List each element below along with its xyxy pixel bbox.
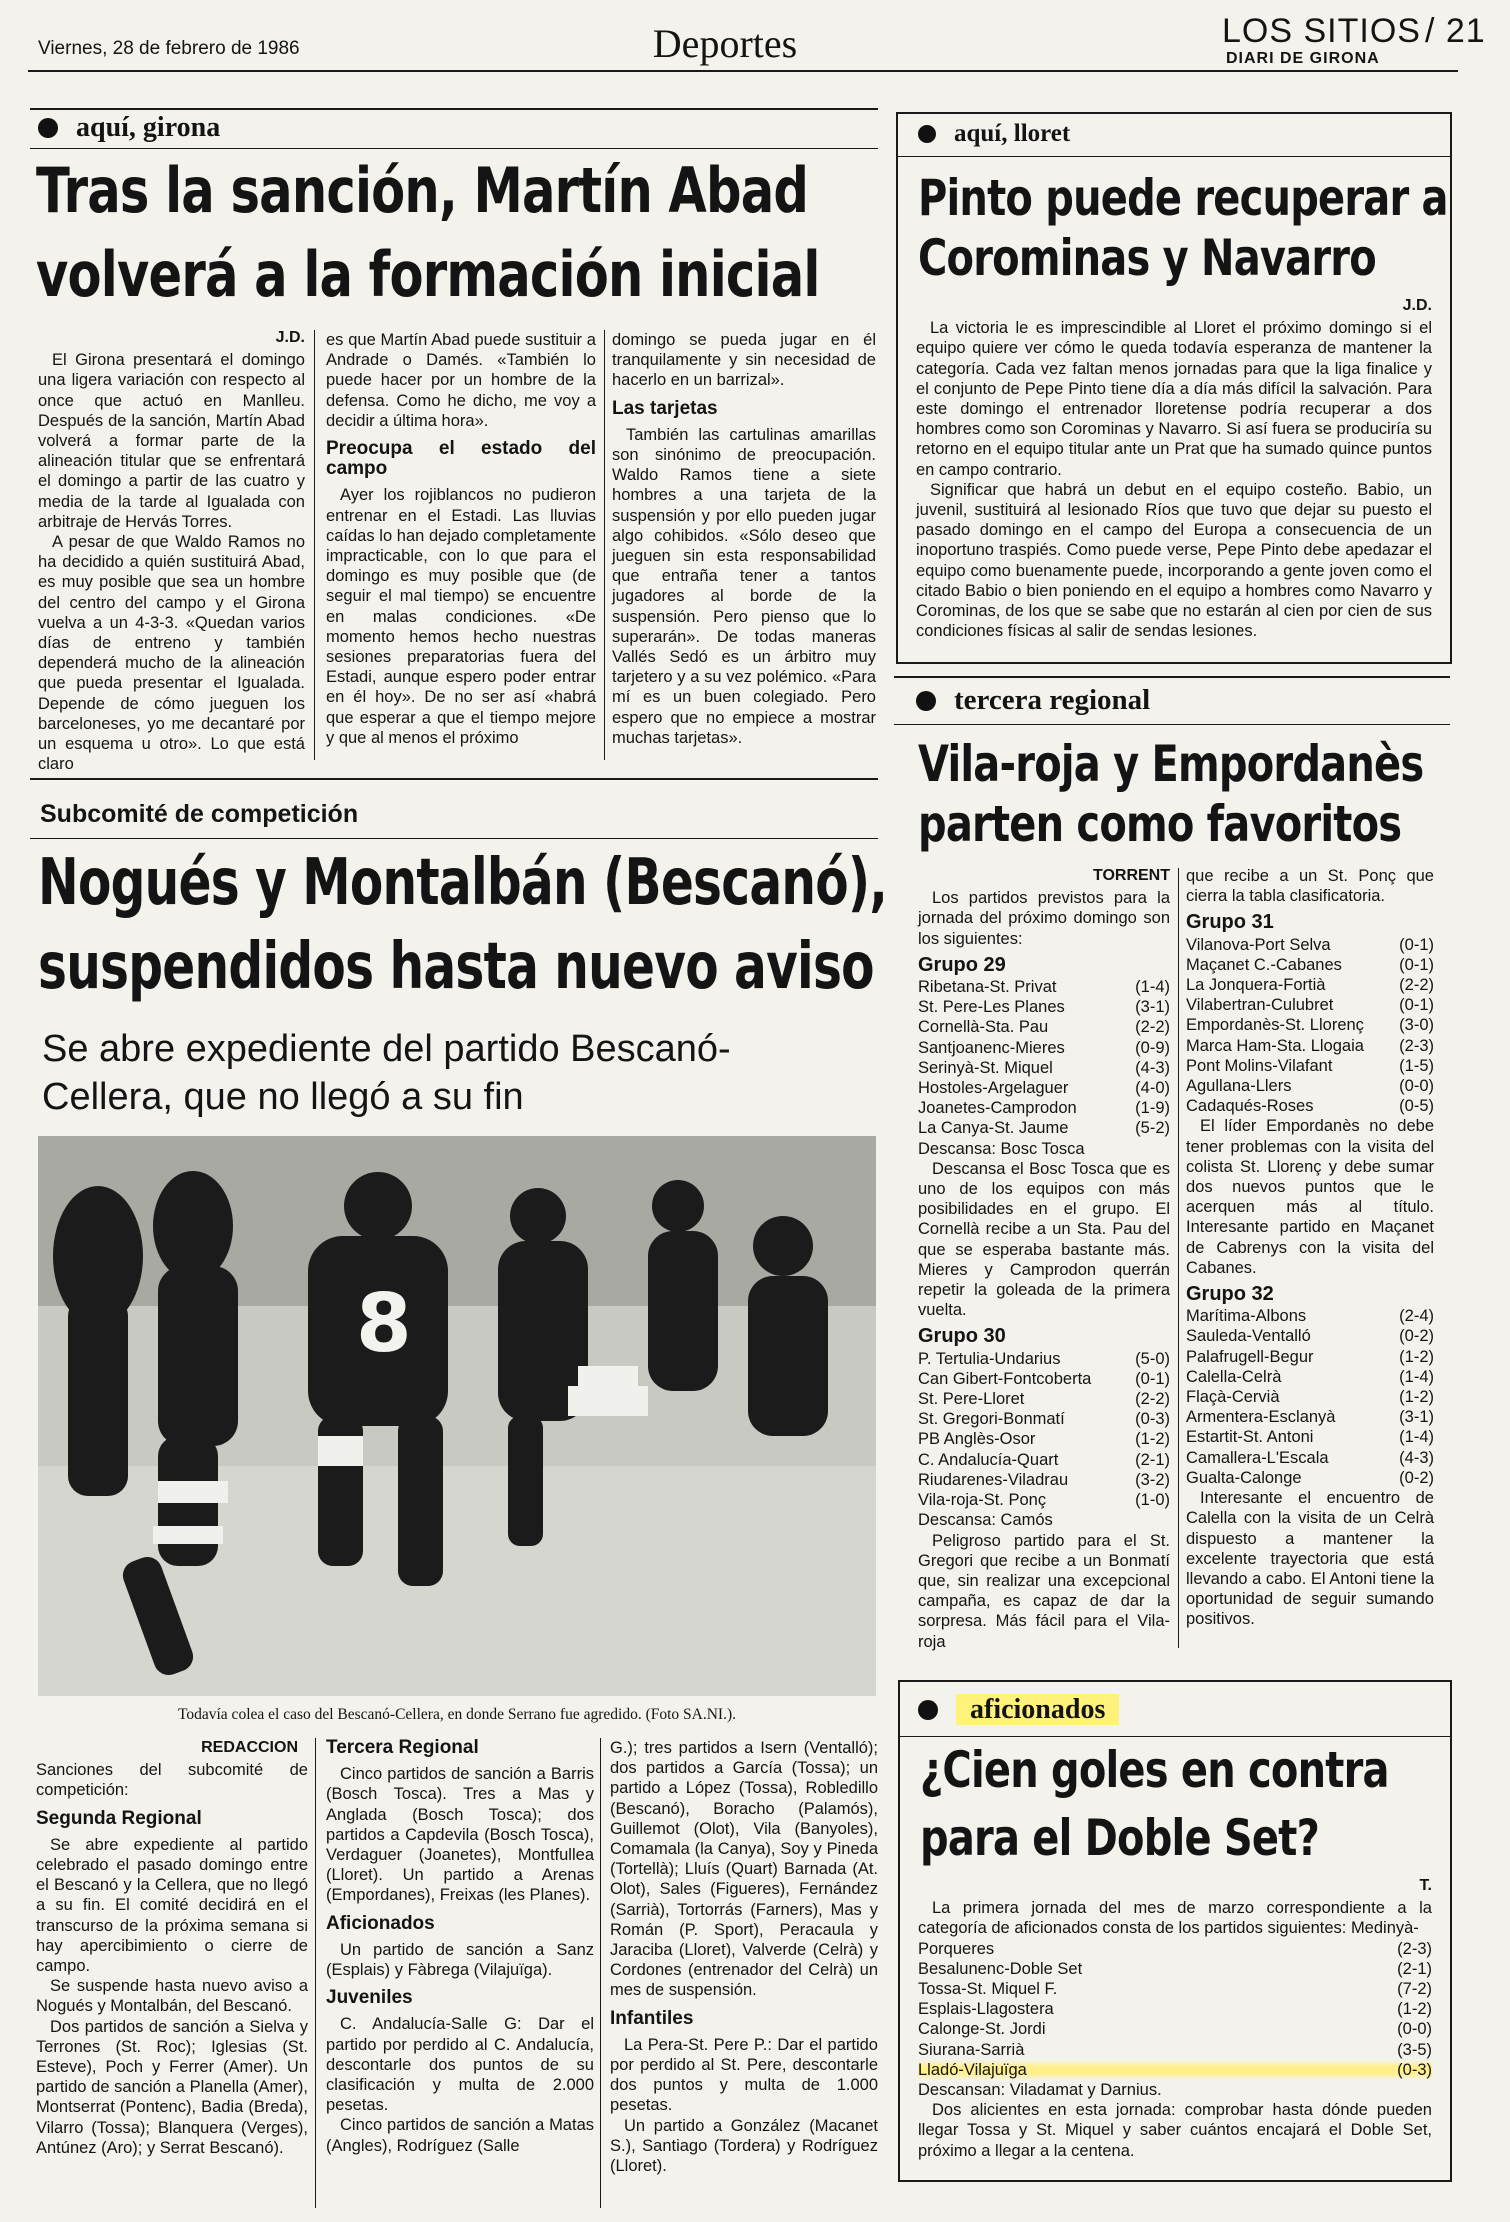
tercera-kicker-text: tercera regional — [954, 684, 1151, 716]
lloret-headline-1: Pinto puede recuperar a — [918, 169, 1448, 227]
grupo29-match-row — [918, 1038, 1170, 1058]
grupo30-match-row — [918, 1389, 1170, 1409]
match-name: Siurana-Sarrià — [918, 2040, 1025, 2059]
aficionados-byline: T. — [1419, 1877, 1432, 1894]
subcomite-col1-p2: Se suspende hasta nuevo aviso a Nogués y Montalbán, del Bescanó. — [36, 1977, 308, 2016]
girona-col-3 — [612, 330, 876, 748]
match-score: (5-0) — [1135, 1349, 1170, 1368]
grupo31-match-row — [1186, 975, 1434, 995]
grupo29-list — [918, 977, 1170, 1139]
lloret-p2: Significar que habrá un debut en el equipo costeño. Babio, un juvenil, sustituirá al lesionado Ríos que tuvo que dejar su puesto el pasado domingo en el campo del Europa a consecuencia de un inoportuno traspiés. Como puede verse, Pepe Pinto debe apedazar el equipo como buenamente puede, incorporando a gente joven como el citado Babio o bien poniendo en el equipo a hombres como Navarro y Corominas, de los que se sabe que no estarán al cien por cien de sus condiciones físicas al salir de sendas lesiones. — [916, 480, 1432, 641]
subcomite-col-divider-1 — [315, 1738, 316, 2208]
match-score: (2-3) — [1399, 1036, 1434, 1055]
photo-caption: Todavía colea el caso del Bescanó-Cellera, en donde Serrano fue agredido. (Foto SA.NI.). — [177, 1706, 736, 1723]
match-score: (3-0) — [1399, 1016, 1434, 1035]
girona-col3-subhead: Las tarjetas — [612, 397, 718, 419]
match-score: (0-5) — [1399, 1097, 1434, 1116]
lloret-byline: J.D. — [1402, 297, 1432, 314]
girona-byline: J.D. — [275, 329, 305, 346]
match-score: (2-1) — [1397, 1959, 1432, 1978]
lloret-kicker-text: aquí, lloret — [954, 120, 1071, 147]
subcomite-col-2 — [326, 1738, 594, 2156]
subcomite-col-1 — [36, 1738, 308, 2158]
grupo32-match-row — [1186, 1387, 1434, 1407]
girona-col3-p1: domingo se pueda jugar en él tranquilamente y sin necesidad de hacerlo en un barrizal». — [612, 331, 876, 390]
match-score: (0-1) — [1399, 955, 1434, 974]
match-name: Riudarenes-Viladrau — [918, 1470, 1069, 1489]
subcomite-col3-p2: La Pera-St. Pere P.: Dar el partido por perdido al St. Pere, descontarle dos puntos y multa de 1.000 pesetas. — [610, 2035, 878, 2115]
match-name: Calonge-St. Jordi — [918, 2020, 1046, 2039]
match-score: (4-0) — [1135, 1079, 1170, 1098]
grupo29-match-row — [918, 997, 1170, 1017]
aficionados-intro: La primera jornada del mes de marzo correspondiente a la categoría de aficionados consta de los partidos siguientes: Medinyà- — [918, 1899, 1432, 1938]
aficionados-headline-1: ¿Cien goles en contra — [920, 1741, 1389, 1799]
match-score: (1-2) — [1397, 2000, 1432, 2019]
match-name: St. Pere-Lloret — [918, 1390, 1025, 1409]
tercera-kicker — [916, 684, 1150, 717]
aficionados-match-row — [918, 2060, 1432, 2080]
page-number: / 21 — [1424, 12, 1486, 50]
match-score: (0-3) — [1135, 1410, 1170, 1429]
girona-col-divider-1 — [314, 330, 315, 760]
tercera-kicker-rule — [894, 724, 1450, 725]
match-name: P. Tertulia-Undarius — [918, 1349, 1061, 1368]
subcomite-col-divider-2 — [600, 1738, 601, 2208]
match-name: Vilanova-Port Selva — [1186, 935, 1331, 954]
grupo31-match-row — [1186, 955, 1434, 975]
match-name: Lladó-Vilajuïga — [918, 2060, 1027, 2079]
grupo31-match-row — [1186, 1096, 1434, 1116]
tercera-top-rule — [894, 676, 1450, 678]
subcomite-col2-p1: Cinco partidos de sanción a Barris (Bosch Tosca). Tres a Mas y Anglada (Bosch Tosca); dos partidos a Capdevila (Bosch Tosca), Verdaguer (Joanetes), Montfullea (Lloret). Un partido a Arenas (Empordanes), Freixas (les Planes). — [326, 1765, 594, 1905]
aficionados-match-row — [918, 2040, 1432, 2060]
subcomite-col2-p3: C. Andalucía-Salle G: Dar el partido por perdido al C. Andalucía, descontarle dos puntos de su clasificación y multa de 2.000 pesetas. — [326, 2015, 594, 2115]
subcomite-col3-p1: G.); tres partidos a Isern (Ventalló); dos partidos a García (Tossa); un partido a López (Tossa), Robledillo (Bescanó), Boracho (Palamós), Guillemot (Olot), Vila (Banyoles), Comamala (la Canya), Soy y Pineda (Tortellà); Lluís (Quart) Barnada (At. Olot), Sales (Figueres), Fernández (Sarrià), Tortorrás (Farners), Mas y Román (P. Sport), Peracaula y Jaraciba (Lloret), Valverde (Celrà) y Cordones (entrenador del Celrà) un mes de suspensión. — [610, 1739, 878, 2000]
subcomite-kicker: Subcomité de competición — [40, 800, 359, 828]
match-name: Serinyà-St. Miquel — [918, 1058, 1053, 1077]
aficionados-list — [918, 1939, 1432, 2080]
grupo30-match-row — [918, 1409, 1170, 1429]
subcomite-headline-1: Nogués y Montalbán (Bescanó), — [38, 846, 888, 920]
girona-col2-p1: es que Martín Abad puede sustituir a Andrade o Damés. «También lo puede hacer por un hombre de la defensa. Como he dicho, me voy a decidir a última hora». — [326, 331, 596, 430]
grupo30-match-row — [918, 1429, 1170, 1449]
match-name: Flaçà-Cervià — [1186, 1388, 1280, 1407]
match-name: C. Andalucía-Quart — [918, 1450, 1059, 1469]
match-score: (1-9) — [1135, 1099, 1170, 1118]
match-score: (2-1) — [1135, 1450, 1170, 1469]
subcomite-top-rule — [30, 778, 878, 780]
grupo29-match-row — [918, 1078, 1170, 1098]
match-name: Sauleda-Ventalló — [1186, 1327, 1311, 1346]
grupo31-title: Grupo 31 — [1186, 911, 1274, 934]
svg-text:8: 8 — [356, 1277, 412, 1370]
masthead-section: Deportes — [652, 21, 798, 66]
publication-subtitle: DIARI DE GIRONA — [1226, 50, 1380, 67]
lloret-headline-2: Corominas y Navarro — [918, 229, 1376, 287]
match-score: (4-3) — [1399, 1448, 1434, 1467]
grupo29-title: Grupo 29 — [918, 953, 1006, 976]
aficionados-kicker-text: aficionados — [956, 1694, 1119, 1725]
match-name: Armentera-Esclanyà — [1186, 1408, 1336, 1427]
subcomite-col1-subhead: Segunda Regional — [36, 1807, 202, 1829]
grupo31-match-row — [1186, 1015, 1434, 1035]
grupo32-match-row — [1186, 1407, 1434, 1427]
match-name: Cornellà-Sta. Pau — [918, 1018, 1049, 1037]
match-score: (0-2) — [1399, 1327, 1434, 1346]
match-score: (0-0) — [1397, 2020, 1432, 2039]
grupo30-match-row — [918, 1490, 1170, 1510]
publication-name: LOS SITIOS — [1222, 12, 1421, 50]
grupo30-title: Grupo 30 — [918, 1325, 1006, 1348]
aficionados-rest: Descansan: Viladamat y Darnius. — [918, 2081, 1162, 2100]
match-score: (0-0) — [1399, 1077, 1434, 1096]
grupo32-match-row — [1186, 1448, 1434, 1468]
grupo29-match-row — [918, 1118, 1170, 1138]
subcomite-col3-subhead: Infantiles — [610, 2007, 694, 2029]
match-score: (3-1) — [1135, 998, 1170, 1017]
tercera-byline: TORRENT — [1092, 867, 1170, 884]
match-score: (1-5) — [1399, 1056, 1434, 1075]
match-score: (0-2) — [1399, 1468, 1434, 1487]
match-score: (2-2) — [1399, 976, 1434, 995]
girona-headline-1: Tras la sanción, Martín Abad — [36, 154, 809, 227]
match-name: Porqueres — [918, 1939, 995, 1958]
tercera-col-left — [918, 866, 1170, 1652]
aficionados-match-row — [918, 2019, 1432, 2039]
grupo31-match-row — [1186, 1076, 1434, 1096]
grupo30-match-row — [918, 1349, 1170, 1369]
grupo30-match-row — [918, 1369, 1170, 1389]
subcomite-byline: REDACCION — [201, 1739, 298, 1756]
bullet-icon — [918, 125, 936, 143]
grupo29-match-row — [918, 1098, 1170, 1118]
aficionados-match-row — [918, 1959, 1432, 1979]
masthead-date: Viernes, 28 de febrero de 1986 — [38, 38, 300, 59]
match-score: (2-4) — [1399, 1307, 1434, 1326]
match-score: (1-2) — [1135, 1430, 1170, 1449]
masthead-rule — [28, 70, 1458, 72]
girona-col-1 — [38, 328, 305, 774]
match-score: (3-5) — [1397, 2040, 1432, 2059]
subcomite-col1-p3: Dos partidos de sanción a Sielva y Terrones (St. Roc); Iglesias (St. Esteve), Poch y Ferrer (Amer). Un partido de sanción a Planella (Amer), Montserrat (Pontenc), Badia (Breda), Vilarro (Tossa); Blanquera (Verges), Antúnez (Aro); y Serrat Bescanó). — [36, 2017, 308, 2157]
lloret-body — [916, 296, 1432, 641]
match-score: (0-9) — [1135, 1038, 1170, 1057]
match-score: (3-1) — [1399, 1408, 1434, 1427]
match-score: (1-4) — [1399, 1367, 1434, 1386]
match-name: Pont Molins-Vilafant — [1186, 1056, 1333, 1075]
subcomite-deck-1: Se abre expediente del partido Bescanó- — [42, 1028, 731, 1070]
match-name: Joanetes-Camprodon — [918, 1099, 1077, 1118]
girona-headline-2: volverá a la formación inicial — [36, 238, 820, 311]
match-name: Ribetana-St. Privat — [918, 978, 1057, 997]
match-name: Marca Ham-Sta. Llogaia — [1186, 1036, 1364, 1055]
aficionados-match-row — [918, 1979, 1432, 1999]
subcomite-intro: Sanciones del subcomité de competición: — [36, 1761, 308, 1800]
match-score: (0-3) — [1397, 2060, 1432, 2079]
grupo32-title: Grupo 32 — [1186, 1283, 1274, 1306]
girona-col2-subhead: Preocupa el estado del campo — [326, 438, 596, 480]
girona-kicker-rule — [30, 148, 878, 149]
match-score: (0-1) — [1399, 935, 1434, 954]
match-name: Camallera-L'Escala — [1186, 1448, 1329, 1467]
subcomite-col2-subhead-3: Juveniles — [326, 1987, 413, 2009]
lloret-p1: La victoria le es imprescindible al Lloret el próximo domingo si el equipo quiere ver cómo le queda todavía esperanza de mantener la categoría. Cada vez faltan menos jornadas para que la liga finalice y el conjunto de Pepe Pinto tiene día a día más difícil la salvación. Para este domingo el entrenador lloretense podría recuperar a dos hombres como son Corominas y Navarro. Si así fuera se produciría su retorno en el equipo titular ante un Prat que ha sumado quince puntos en campo contrario. — [916, 319, 1432, 479]
tercera-headline-2: parten como favoritos — [918, 795, 1402, 853]
tercera-col-right — [1186, 866, 1434, 1630]
match-name: Can Gibert-Fontcoberta — [918, 1369, 1092, 1388]
tercera-right-intro: que recibe a un St. Ponç que cierra la tabla clasificatoria. — [1186, 867, 1434, 906]
grupo32-match-row — [1186, 1347, 1434, 1367]
girona-col1-p1: El Girona presentará el domingo una ligera variación con respecto al once que actuó en Manlleu. Después de la sanción, Martín Abad volverá a formar parte de la alineación titular que se enfrentará el domingo a partir de las cuatro y media de la tarde al Igualada con arbitraje de Hervás Torres. — [38, 351, 305, 531]
grupo32-match-row — [1186, 1326, 1434, 1346]
match-name: Marítima-Albons — [1186, 1307, 1307, 1326]
grupo32-match-row — [1186, 1427, 1434, 1447]
girona-col1-p2: A pesar de que Waldo Ramos no ha decidido a quién sustituirá Abad, es muy posible que sea un hombre del centro del campo y el Girona vuelva a un 4-3-3. «Quedan varios días de entreno y también dependerá mucho de la alineación que pueda presentar el Igualada. Depende de cómo jueguen los barceloneses, yo me decantaré por un esquema u otro». Lo que está claro — [38, 533, 305, 774]
match-name: Tossa-St. Miquel F. — [918, 1980, 1058, 1999]
grupo32-match-row — [1186, 1468, 1434, 1488]
grupo30-match-row — [918, 1470, 1170, 1490]
match-name: Maçanet C.-Cabanes — [1186, 955, 1342, 974]
grupo32-match-row — [1186, 1306, 1434, 1326]
grupo32-match-row — [1186, 1367, 1434, 1387]
girona-top-rule — [30, 108, 878, 110]
subcomite-col2-subhead-1: Tercera Regional — [326, 1737, 479, 1758]
match-name: Palafrugell-Begur — [1186, 1347, 1314, 1366]
match-name: La Jonquera-Fortià — [1186, 976, 1326, 995]
subcomite-col3-p3: Un partido a González (Macanet S.), Santiago (Tordera) y Rodríguez (Lloret). — [610, 2116, 878, 2176]
girona-kicker — [38, 112, 220, 144]
tercera-col-divider — [1178, 868, 1179, 1648]
lloret-kicker — [918, 120, 1070, 148]
grupo31-list — [1186, 935, 1434, 1117]
match-name: Calella-Celrà — [1186, 1367, 1282, 1386]
girona-col2-p2: Ayer los rojiblancos no pudieron entrenar en el Estadi. Las lluvias caídas lo han dejado completamente impracticable, con lo que para el domingo es muy posible que (de seguir el mal tiempo) se encuentre en malas condiciones. «De momento hemos hecho nuestras sesiones preparatorias fuera del Estadi, aunque espero poder entrar en él hoy». De no ser así «habrá que esperar a que el tiempo mejore y que al menos el próximo — [326, 486, 596, 747]
match-score: (1-4) — [1135, 978, 1170, 997]
match-score: (0-1) — [1135, 1369, 1170, 1388]
bullet-icon — [38, 118, 58, 138]
grupo31-match-row — [1186, 1056, 1434, 1076]
grupo32-list — [1186, 1306, 1434, 1488]
tercera-intro: Los partidos previstos para la jornada del próximo domingo son los siguientes: — [918, 889, 1170, 948]
girona-col-2 — [326, 330, 596, 748]
subcomite-col1-p1: Se abre expediente al partido celebrado el pasado domingo entre el Bescanó y la Cellera, que no llegó a su fin. El comité decidirá en el transcurso de la próxima semana si hay apercibimiento o cierre de campo. — [36, 1835, 308, 1976]
subcomite-headline-2: suspendidos hasta nuevo aviso — [38, 930, 874, 1004]
tercera-headline-1: Vila-roja y Empordanès — [918, 735, 1424, 793]
match-score: (3-2) — [1135, 1470, 1170, 1489]
match-name: Vilabertran-Culubret — [1186, 996, 1334, 1015]
grupo30-list — [918, 1349, 1170, 1511]
match-score: (1-0) — [1135, 1491, 1170, 1510]
match-name: La Canya-St. Jaume — [918, 1119, 1069, 1138]
grupo31-match-row — [1186, 995, 1434, 1015]
grupo29-match-row — [918, 1058, 1170, 1078]
match-score: (2-2) — [1135, 1018, 1170, 1037]
match-photo — [38, 1136, 876, 1696]
grupo30-comment: Peligroso partido para el St. Gregori que recibe a un Bonmatí que, sin realizar una excepcional campaña, es capaz de dar la sorpresa. Más fácil para el Vila-roja — [918, 1531, 1170, 1651]
match-photo-image — [38, 1136, 876, 1696]
subcomite-col2-p2: Un partido de sanción a Sanz (Esplais) y Fàbrega (Vilajuïga). — [326, 1940, 594, 1980]
match-name: St. Gregori-Bonmatí — [918, 1410, 1065, 1429]
grupo29-match-row — [918, 977, 1170, 997]
grupo31-comment: El líder Empordanès no debe tener problemas con la visita del colista St. Llorenç y debe sumar dos nuevos puntos que le acerquen más al título. Interesante partido en Maçanet de Cabrenys con la visita del Cabanes. — [1186, 1117, 1434, 1277]
match-score: (1-4) — [1399, 1428, 1434, 1447]
match-name: Hostoles-Argelaguer — [918, 1079, 1069, 1098]
match-score: (1-2) — [1399, 1388, 1434, 1407]
match-score: (7-2) — [1397, 1980, 1432, 1999]
subcomite-deck-2: Cellera, que no llegó a su fin — [42, 1076, 524, 1118]
subcomite-kicker-rule — [30, 838, 878, 839]
subcomite-col-3 — [610, 1738, 878, 2176]
aficionados-kicker — [918, 1694, 1119, 1726]
aficionados-body — [918, 1876, 1432, 2161]
match-score: (5-2) — [1135, 1119, 1170, 1138]
match-name: Gualta-Calonge — [1186, 1468, 1302, 1487]
match-name: Empordanès-St. Llorenç — [1186, 1016, 1364, 1035]
match-name: Santjoanenc-Mieres — [918, 1038, 1065, 1057]
subcomite-col2-subhead-2: Aficionados — [326, 1912, 435, 1934]
match-score: (0-1) — [1399, 996, 1434, 1015]
aficionados-match-row — [918, 1999, 1432, 2019]
grupo31-match-row — [1186, 1036, 1434, 1056]
aficionados-kicker-rule — [900, 1736, 1450, 1737]
match-name: PB Anglès-Osor — [918, 1430, 1036, 1449]
match-name: Cadaqués-Roses — [1186, 1097, 1314, 1116]
match-name: Estartit-St. Antoni — [1186, 1428, 1314, 1447]
girona-col3-p2: También las cartulinas amarillas son sinónimo de preocupación. Waldo Ramos tiene a siete hombres a una tarjeta de la suspensión y por ello pueden jugar algo cohibidos. «Sólo deseo que jueguen sin esta responsabilidad que entraña tener a tantos jugadores al borde de la suspensión. Pero pienso que lo superarán». De todas maneras Vallés Sedó es un árbitro muy tarjetero y a su vez polémico. «Para mí es un buen colegiado. Pero espero que no empiece a mostrar muchas tarjetas». — [612, 425, 876, 747]
match-name: Esplais-Llagostera — [918, 2000, 1054, 2019]
grupo29-rest: Descansa: Bosc Tosca — [918, 1139, 1085, 1158]
match-name: St. Pere-Les Planes — [918, 998, 1065, 1017]
match-score: (2-3) — [1397, 1939, 1432, 1958]
match-name: Besalunenc-Doble Set — [918, 1959, 1083, 1978]
match-score: (4-3) — [1135, 1058, 1170, 1077]
girona-kicker-text: aquí, girona — [76, 112, 221, 143]
lloret-kicker-rule — [898, 156, 1450, 157]
grupo30-rest: Descansa: Camós — [918, 1511, 1053, 1530]
subcomite-col2-p4: Cinco partidos de sanción a Matas (Angles), Rodríguez (Salle — [326, 2116, 594, 2155]
bullet-icon — [916, 691, 936, 711]
match-score: (1-2) — [1399, 1347, 1434, 1366]
grupo30-match-row — [918, 1450, 1170, 1470]
masthead-publication — [1222, 14, 1486, 48]
grupo29-comment: Descansa el Bosc Tosca que es uno de los equipos con más posibilidades en el grupo. El Cornellà recibe a un Sta. Pau del que se esperaba bastante más. Mieres y Camprodon querrán repetir la goleada de la primera vuelta. — [918, 1159, 1170, 1320]
grupo29-match-row — [918, 1017, 1170, 1037]
grupo32-comment: Interesante el encuentro de Calella con la visita de un Celrà dispuesto a mantener la excelente trayectoria que está llevando a cabo. El Antoni tiene la oportunidad de seguir sumando positivos. — [1186, 1489, 1434, 1629]
aficionados-comment: Dos alicientes en esta jornada: comprobar hasta dónde pueden llegar Tossa y St. Miquel y saber cuántos encajará el Doble Set, próximo a llegar a la centena. — [918, 2101, 1432, 2160]
match-score: (2-2) — [1135, 1390, 1170, 1409]
girona-col-divider-2 — [604, 330, 605, 760]
aficionados-headline-2: para el Doble Set? — [920, 1809, 1319, 1867]
match-name: Agullana-Llers — [1186, 1077, 1292, 1096]
aficionados-match-row — [918, 1939, 1432, 1959]
bullet-icon — [918, 1700, 938, 1720]
grupo31-match-row — [1186, 935, 1434, 955]
match-name: Vila-roja-St. Ponç — [918, 1491, 1047, 1510]
